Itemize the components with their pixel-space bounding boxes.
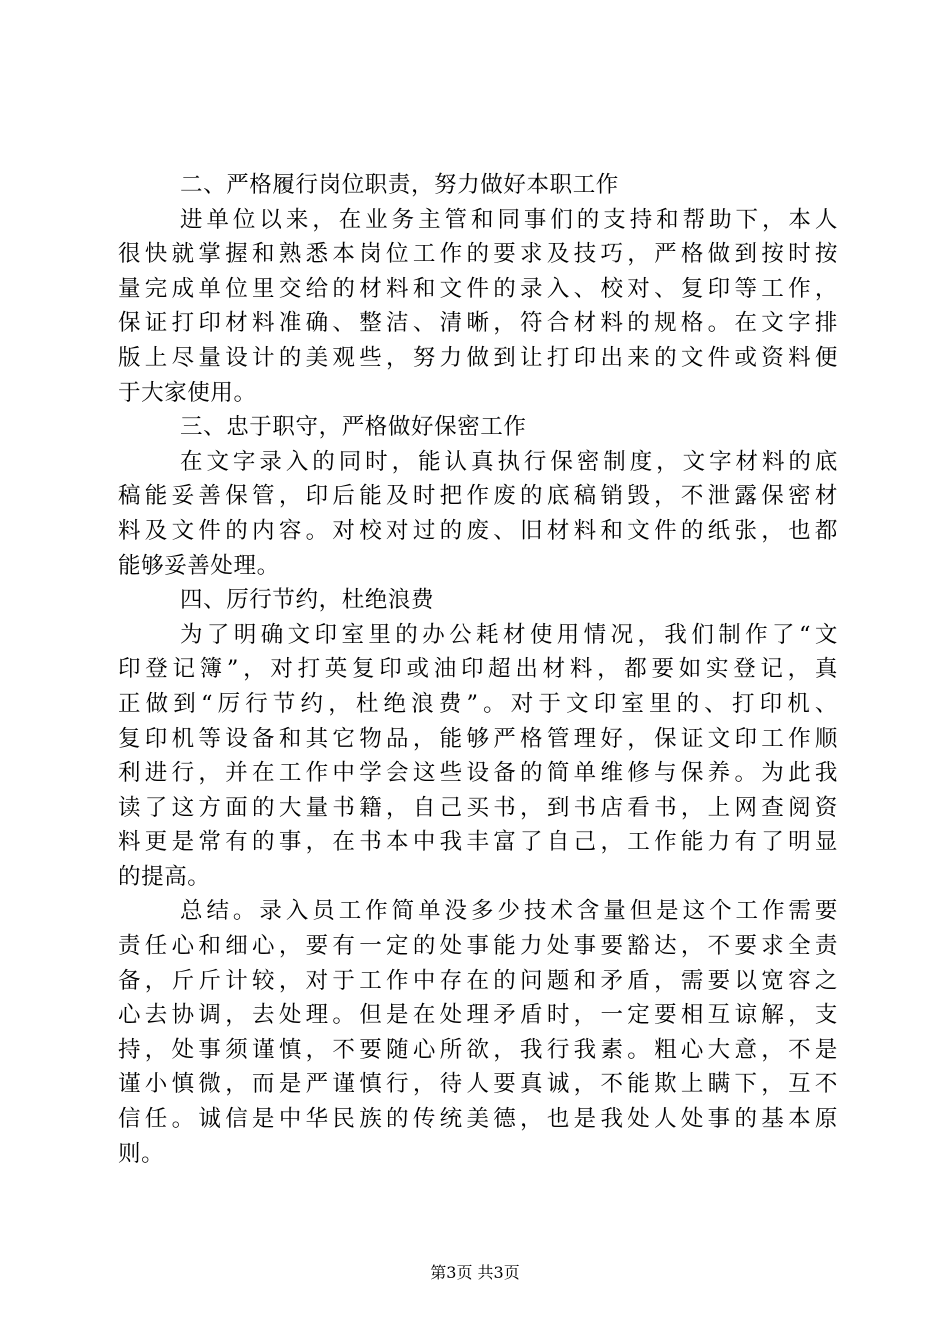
text-line: 持，处事须谨慎，不要随心所欲，我行我素。粗心大意，不是 <box>118 1036 838 1063</box>
text-line: 信任。诚信是中华民族的传统美德，也是我处人处事的基本原 <box>118 1106 838 1133</box>
text-line: 谨小慎微，而是严谨慎行，待人要真诚，不能欺上瞒下，互不 <box>118 1071 838 1098</box>
text-line: 利进行，并在工作中学会这些设备的简单维修与保养。为此我 <box>118 760 838 787</box>
text-line: 读了这方面的大量书籍，自己买书，到书店看书，上网查阅资 <box>118 794 838 821</box>
text-line: 三、忠于职守，严格做好保密工作 <box>180 414 527 441</box>
document-body <box>118 168 838 1171</box>
text-line: 的提高。 <box>118 863 211 890</box>
text-line: 保证打印材料准确、整洁、清晰，符合材料的规格。在文字排 <box>118 310 838 337</box>
text-line: 总结。录入员工作简单没多少技术含量但是这个工作需要 <box>180 898 838 925</box>
page-footer: 第3页 共3页 <box>430 1263 520 1282</box>
text-line: 则。 <box>118 1140 165 1167</box>
text-line: 料及文件的内容。对校对过的废、旧材料和文件的纸张，也都 <box>118 517 838 544</box>
text-line: 在文字录入的同时，能认真执行保密制度，文字材料的底 <box>180 448 838 475</box>
text-line: 正做到“厉行节约，杜绝浪费”。对于文印室里的、打印机、 <box>118 690 838 717</box>
text-line: 于大家使用。 <box>118 379 257 406</box>
text-line: 能够妥善处理。 <box>118 552 280 579</box>
text-line: 备，斤斤计较，对于工作中存在的问题和矛盾，需要以宽容之 <box>118 967 838 994</box>
text-line: 四、厉行节约，杜绝浪费 <box>180 587 435 614</box>
text-line: 心去协调，去处理。但是在处理矛盾时，一定要相互谅解，支 <box>118 1002 838 1029</box>
text-line: 很快就掌握和熟悉本岗位工作的要求及技巧，严格做到按时按 <box>118 241 838 268</box>
text-line: 进单位以来，在业务主管和同事们的支持和帮助下，本人 <box>180 206 838 233</box>
text-line: 为了明确文印室里的办公耗材使用情况，我们制作了“文 <box>180 621 838 648</box>
text-line: 版上尽量设计的美观些，努力做到让打印出来的文件或资料便 <box>118 344 838 371</box>
text-line: 量完成单位里交给的材料和文件的录入、校对、复印等工作， <box>118 275 838 302</box>
text-line: 二、严格履行岗位职责，努力做好本职工作 <box>180 172 619 198</box>
text-line: 稿能妥善保管，印后能及时把作废的底稿销毁，不泄露保密材 <box>118 483 838 510</box>
text-line: 复印机等设备和其它物品，能够严格管理好，保证文印工作顺 <box>118 725 838 752</box>
text-line: 料更是常有的事，在书本中我丰富了自己，工作能力有了明显 <box>118 829 838 856</box>
text-line: 印登记簿”，对打英复印或油印超出材料，都要如实登记，真 <box>118 656 838 683</box>
text-line: 责任心和细心，要有一定的处事能力处事要豁达，不要求全责 <box>118 933 838 960</box>
